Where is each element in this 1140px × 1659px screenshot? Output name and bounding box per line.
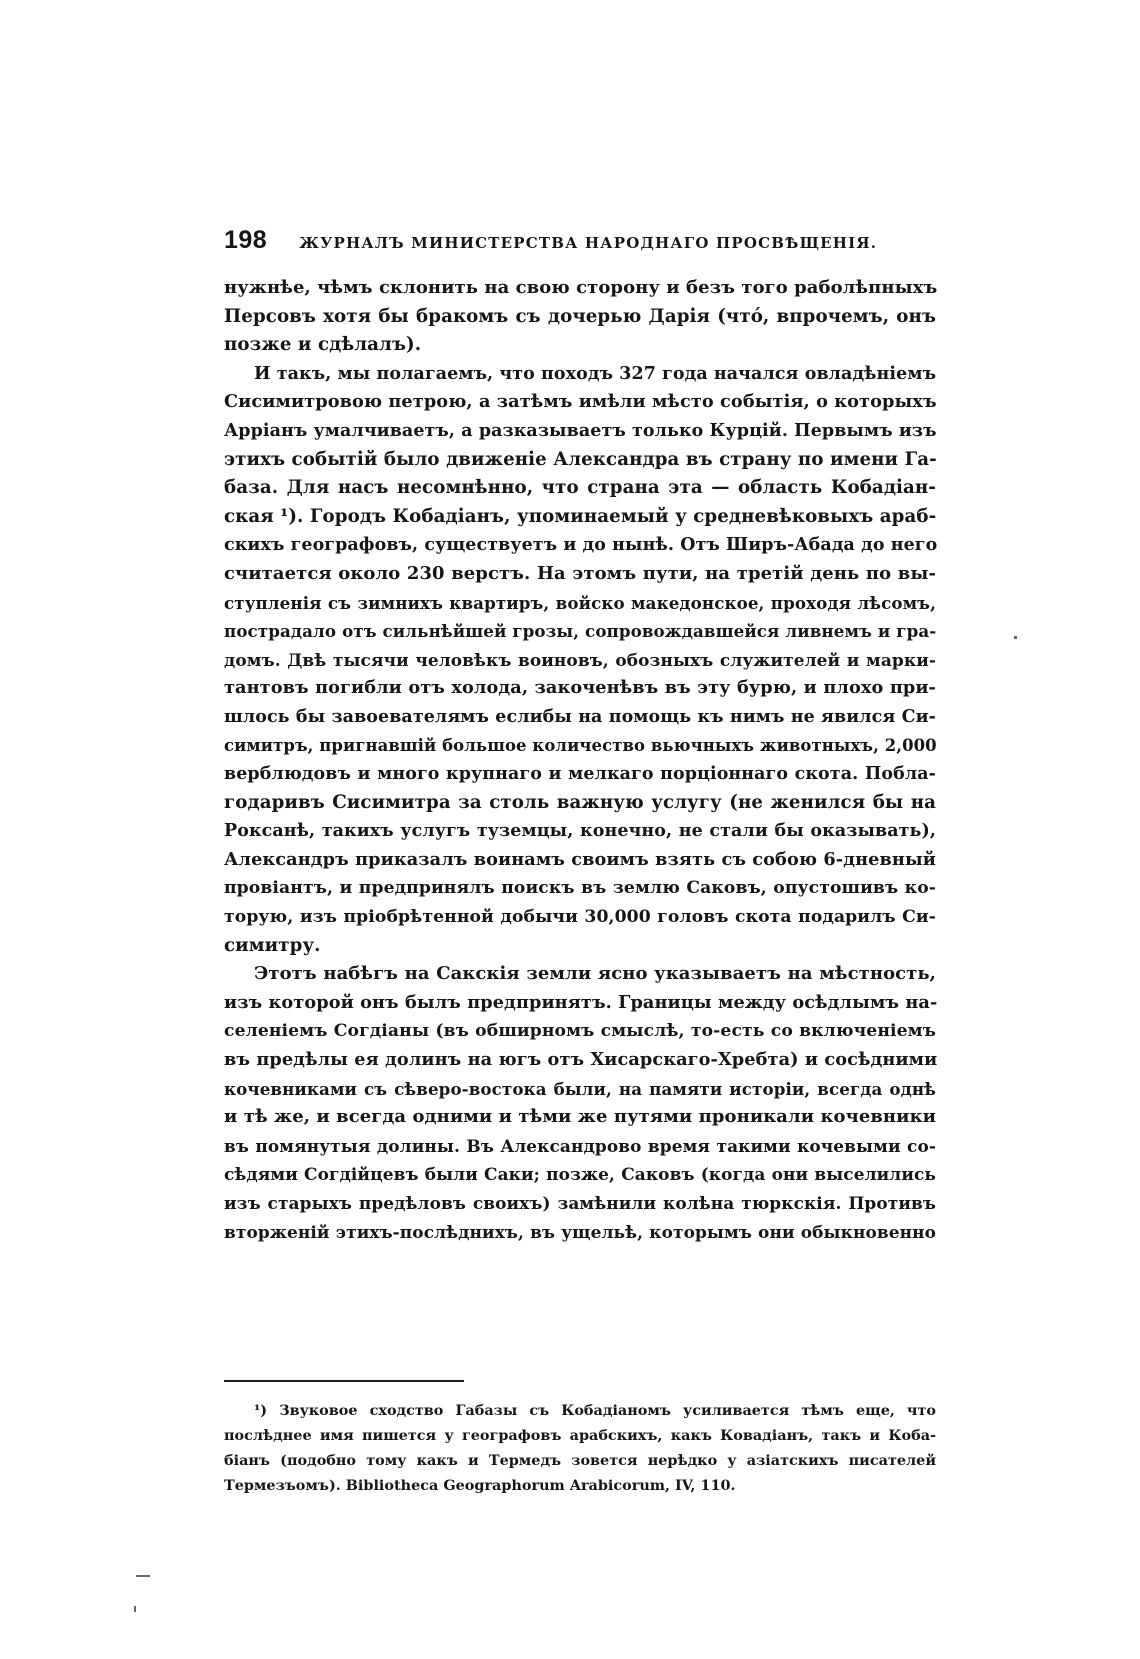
- text-line: И такъ, мы полагаемъ, что походъ 327 года начался овладѣніемъ: [254, 363, 937, 384]
- text-line: изъ старыхъ предѣловъ своихъ) замѣнили колѣна тюркскія. Противъ: [224, 1193, 936, 1213]
- text-line: симитру.: [224, 934, 321, 956]
- text-line: изъ которой онъ былъ предпринятъ. Границы между осѣдлымъ на-: [224, 991, 938, 1013]
- text-line: Этотъ набѣгъ на Сакскія земли ясно указываетъ на мѣстность,: [254, 963, 936, 985]
- page-header: [224, 226, 936, 256]
- footnote-divider: [224, 1380, 464, 1382]
- text-line: въ предѣлы ея долинъ на югъ отъ Хисарскаго-Хребта) и сосѣдними: [224, 1049, 938, 1071]
- text-line: симитръ, пригнавшій большое количество вьючныхъ животныхъ, 2,000: [224, 735, 937, 755]
- text-line: Александръ приказалъ воинамъ своимъ взять съ собою 6-дневный: [224, 848, 936, 870]
- text-line: годаривъ Сисимитра за столь важную услугу (не женился бы на: [224, 791, 936, 813]
- text-line: база. Для насъ несомнѣнно, что страна эта — область Кобадіан-: [224, 477, 936, 499]
- text-line: ступленія съ зимнихъ квартиръ, войско македонское, проходя лѣсомъ,: [224, 592, 936, 613]
- text-line: сѣдями Согдійцевъ были Саки; позже, Саковъ (когда они выселились: [224, 1164, 936, 1185]
- footnote-line: послѣднее имя пишется у географовъ арабскихъ, какъ Ковадіанъ, такъ и Коба-: [224, 1427, 936, 1444]
- text-line: вторженій этихъ-послѣднихъ, въ ущельѣ, которымъ они обыкновенно: [224, 1221, 936, 1242]
- text-line: кочевниками съ сѣверо-востока были, на памяти исторіи, всегда однѣ: [224, 1078, 936, 1099]
- footnotes: [224, 1398, 936, 1498]
- text-line: считается около 230 верстъ. На этомъ пути, на третій день по вы-: [224, 562, 936, 584]
- text-line: шлось бы завоевателямъ еслибы на помощь къ нимъ не явился Си-: [224, 706, 936, 727]
- text-line: ская ¹). Городъ Кобадіанъ, упоминаемый у средневѣковыхъ араб-: [224, 505, 937, 527]
- text-line: скихъ географовъ, существуетъ и до нынѣ. Отъ Ширъ-Абада до него: [224, 535, 938, 556]
- text-line: нужнѣе, чѣмъ склонить на свою сторону и безъ того раболѣпныхъ: [224, 277, 938, 298]
- scan-speck: [1014, 636, 1017, 639]
- footnote-line: біанъ (подобно тому какъ и Термедъ зовется нерѣдко у азіатскихъ писателей: [224, 1452, 936, 1469]
- text-line: Персовъ хотя бы бракомъ съ дочерью Дарія (что́, впрочемъ, онъ: [224, 305, 936, 327]
- text-line: Сисимитровою петрою, а затѣмъ имѣли мѣсто событія, о которыхъ: [224, 391, 937, 413]
- text-line: Роксанѣ, такихъ услугъ туземцы, конечно, не стали бы оказывать),: [224, 821, 936, 842]
- text-line: и тѣ же, и всегда одними и тѣми же путями проникали кочевники: [224, 1106, 937, 1128]
- footnote-line: Термезъомъ). Bibliotheca Geographorum Arabicorum, IV, 110.: [224, 1477, 736, 1494]
- text-line: селеніемъ Согдіаны (въ обширномъ смыслѣ, то-есть со включеніемъ: [224, 1021, 936, 1042]
- scan-speck: [134, 1606, 136, 1612]
- text-line: провіантъ, и предпринялъ поискъ въ землю Саковъ, опустошивъ ко-: [224, 878, 936, 899]
- text-line: верблюдовъ и много крупнаго и мелкаго порціоннаго скота. Побла-: [224, 764, 936, 785]
- page-number: 198: [224, 226, 268, 254]
- running-title: ЖУРНАЛЪ МИНИСТЕРСТВА НАРОДНАГО ПРОСВѢЩЕНІЯ.: [299, 234, 878, 252]
- scan-speck: [136, 1575, 150, 1577]
- text-line: тантовъ погибли отъ холода, закоченѣвъ въ эту бурю, и плохо при-: [224, 677, 936, 699]
- text-line: Арріанъ умалчиваетъ, а разказываетъ только Курцій. Первымъ изъ: [224, 420, 937, 441]
- text-line: позже и сдѣлалъ).: [224, 334, 422, 356]
- body-text: [224, 274, 936, 1246]
- text-line: торую, изъ пріобрѣтенной добычи 30,000 головъ скота подарилъ Си-: [224, 907, 936, 928]
- footnote-line: ¹) Звуковое сходство Габазы съ Кобадіаномъ усиливается тѣмъ еще, что: [254, 1402, 936, 1419]
- text-line: пострадало отъ сильнѣйшей грозы, сопровождавшейся ливнемъ и гра-: [224, 621, 937, 642]
- text-line: въ помянутыя долины. Въ Александрово время такими кочевыми со-: [224, 1135, 936, 1156]
- text-line: домъ. Двѣ тысячи человѣкъ воиновъ, обозныхъ служителей и марки-: [224, 649, 936, 670]
- text-line: этихъ событій было движеніе Александра въ страну по имени Га-: [224, 448, 937, 470]
